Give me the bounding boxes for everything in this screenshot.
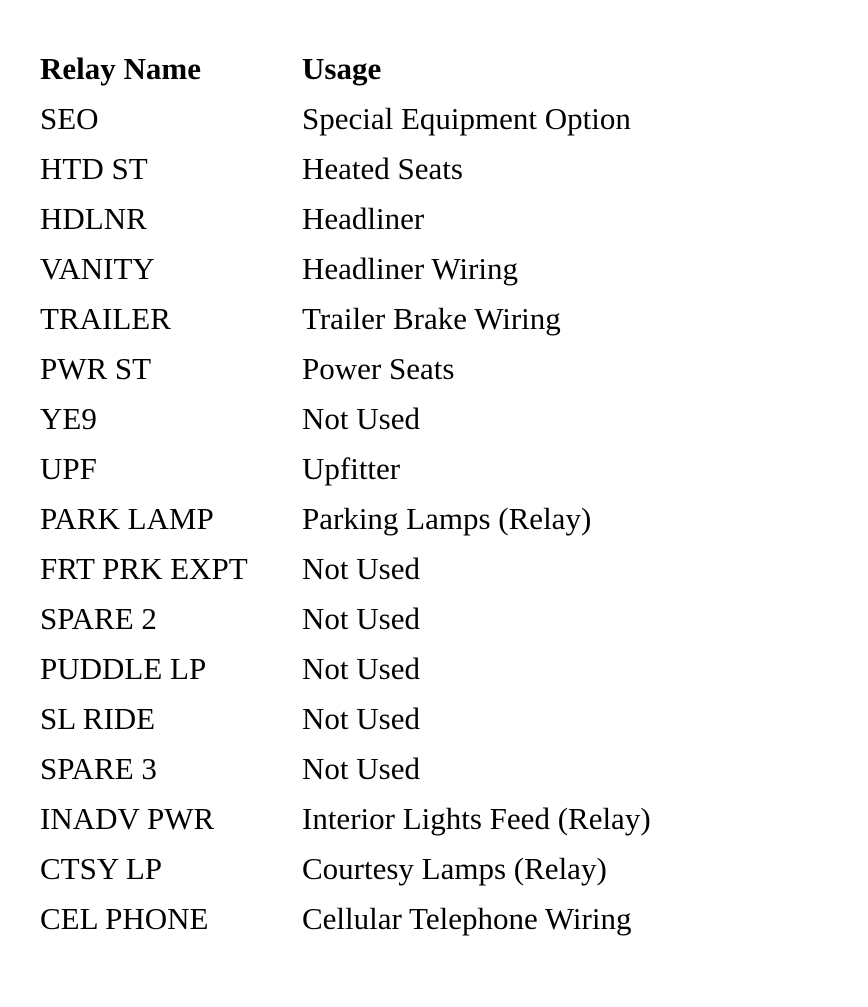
- relay-name-cell: VANITY: [40, 251, 155, 286]
- relay-name-cell: SPARE 2: [40, 601, 157, 636]
- relay-name-cell: UPF: [40, 451, 97, 486]
- relay-usage-cell: Interior Lights Feed (Relay): [302, 801, 651, 836]
- table-row: [40, 694, 822, 744]
- table-row: [40, 244, 822, 294]
- relay-usage-cell: Not Used: [302, 401, 420, 436]
- relay-table-body: [40, 94, 822, 944]
- relay-name-cell: SL RIDE: [40, 701, 156, 736]
- table-row: [40, 744, 822, 794]
- relay-usage-cell: Courtesy Lamps (Relay): [302, 851, 607, 886]
- header-row: [40, 44, 822, 94]
- table-row: [40, 844, 822, 894]
- table-row: [40, 94, 822, 144]
- table-row: [40, 444, 822, 494]
- relay-usage-cell: Upfitter: [302, 451, 401, 486]
- table-row: [40, 594, 822, 644]
- relay-usage-cell: Not Used: [302, 751, 420, 786]
- relay-usage-cell: Not Used: [302, 551, 420, 586]
- table-row: [40, 394, 822, 444]
- table-row: [40, 644, 822, 694]
- table-row: [40, 494, 822, 544]
- relay-name-cell: FRT PRK EXPT: [40, 551, 248, 586]
- table-row: [40, 344, 822, 394]
- relay-table: [40, 44, 822, 944]
- relay-name-cell: SPARE 3: [40, 751, 157, 786]
- relay-usage-cell: Not Used: [302, 651, 420, 686]
- table-row: [40, 544, 822, 594]
- relay-table-header: [40, 44, 822, 94]
- relay-name-cell: HDLNR: [40, 201, 147, 236]
- relay-name-cell: HTD ST: [40, 151, 148, 186]
- relay-usage-cell: Parking Lamps (Relay): [302, 501, 592, 536]
- relay-name-cell: YE9: [40, 401, 97, 436]
- relay-usage-cell: Not Used: [302, 601, 420, 636]
- table-row: [40, 194, 822, 244]
- relay-name-cell: TRAILER: [40, 301, 171, 336]
- relay-name-cell: CTSY LP: [40, 851, 163, 886]
- table-row: [40, 894, 822, 944]
- relay-usage-cell: Cellular Telephone Wiring: [302, 901, 632, 936]
- table-row: [40, 144, 822, 194]
- relay-name-cell: SEO: [40, 101, 99, 136]
- table-row: [40, 794, 822, 844]
- relay-name-cell: PUDDLE LP: [40, 651, 207, 686]
- relay-name-cell: CEL PHONE: [40, 901, 209, 936]
- relay-name-cell: PARK LAMP: [40, 501, 214, 536]
- relay-name-cell: INADV PWR: [40, 801, 215, 836]
- relay-usage-cell: Power Seats: [302, 351, 455, 386]
- table-row: [40, 294, 822, 344]
- relay-usage-cell: Heated Seats: [302, 151, 463, 186]
- header-usage: Usage: [302, 51, 382, 86]
- relay-usage-cell: Not Used: [302, 701, 420, 736]
- relay-usage-cell: Headliner Wiring: [302, 251, 518, 286]
- relay-usage-cell: Headliner: [302, 201, 425, 236]
- relay-usage-cell: Special Equipment Option: [302, 101, 631, 136]
- relay-usage-cell: Trailer Brake Wiring: [302, 301, 561, 336]
- relay-name-cell: PWR ST: [40, 351, 152, 386]
- header-relay-name: Relay Name: [40, 51, 201, 86]
